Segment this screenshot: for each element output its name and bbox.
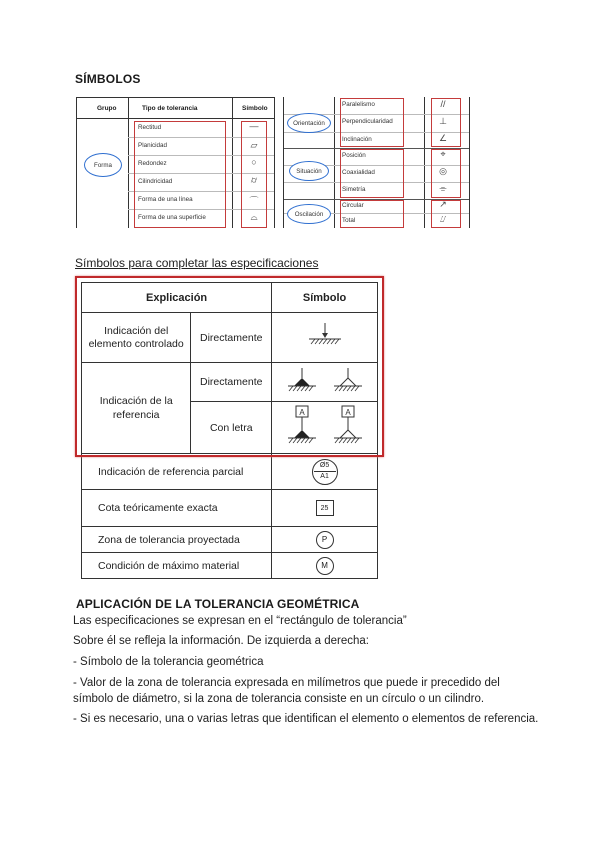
paragraph: - Si es necesario, una o varias letras que identifican el elemento o elementos de referencia. [73,713,539,725]
symbols-heading: SÍMBOLOS [75,72,141,86]
exact-dimension-label: Cota teóricamente exacta [82,490,272,527]
group-oval-orientacion: Orientación [287,113,331,133]
tolerance-type: Rectitud [138,124,162,131]
parallelism-icon: // [440,99,446,109]
projected-zone-label: Zona de tolerancia proyectada [82,527,272,553]
highlight-box [134,121,226,228]
tolerance-type: Cilindricidad [138,178,173,185]
divider [424,97,425,228]
circular-runout-icon: ↗ [439,199,447,209]
partial-reference-symbol [272,454,378,490]
application-heading: APLICACIÓN DE LA TOLERANCIA GEOMÉTRICA [76,597,360,611]
highlight-box [431,149,461,198]
highlight-box [340,149,404,198]
controlled-element-label: Indicación del elemento controlado [82,313,191,363]
partial-reference-label: Indicación de referencia parcial [82,454,272,490]
tolerance-type: Inclinación [342,136,372,143]
tolerance-type: Total [342,217,356,224]
flatness-icon: ▱ [250,140,258,150]
angularity-icon: ∠ [438,133,448,143]
highlight-box [431,98,461,147]
paragraph: Sobre él se refleja la información. De izquierda a derecha: [73,635,369,647]
group-oval-situacion: Situación [289,161,329,181]
concentricity-icon: ◎ [439,166,447,176]
tolerance-type: Redondez [138,160,167,167]
total-runout-icon: ⌰ [440,214,446,224]
cylindricity-icon: ⌭ [250,175,258,185]
max-material-label: Condición de máximo material [82,553,272,579]
projected-zone-icon: P [316,531,334,549]
divider [334,97,335,228]
with-letter-label: Con letra [191,402,272,454]
circularity-icon: ○ [251,157,257,167]
tolerance-type: Forma de una línea [138,196,193,203]
paragraph: Las especificaciones se expresan en el “rectángulo de tolerancia” [73,615,407,627]
tolerance-type: Simetría [342,186,366,193]
exact-dimension-icon: 25 [316,500,334,516]
header-symbol: Símbolo [242,105,268,112]
group-oval-forma: Forma [84,153,122,177]
tolerance-type: Paralelismo [342,101,375,108]
datum-letter-a: A [344,408,351,417]
directly-label: Directamente [191,313,272,363]
form-table-header [77,97,274,119]
header-group: Grupo [97,105,117,112]
paragraph: - Símbolo de la tolerancia geométrica [73,656,264,668]
paragraph: - Valor de la zona de tolerancia expresada en milímetros que puede ir precedido del símbolo de diámetro, si la zona de tolerancia consiste en un círculo o un cilindro. [73,677,500,705]
tolerance-type: Posición [342,152,366,159]
max-material-icon: M [316,557,334,575]
tolerance-type: Circular [342,202,364,209]
position-icon: ⌖ [440,149,446,159]
tolerance-type: Coaxialidad [342,169,375,176]
partial-ref-top: Ø5 [319,462,330,470]
tolerance-type: Perpendicularidad [342,118,393,125]
complementary-symbols-subheading: Símbolos para completar las especificaciones [75,256,319,270]
line-profile-icon: ⌒ [249,196,259,206]
highlight-box [340,98,404,147]
partial-reference-icon [312,459,338,485]
reference-label: Indicación de la referencia [82,363,191,454]
symmetry-icon: ⌯ [439,183,447,193]
group-oval-oscilacion: Oscilación [287,204,331,224]
highlight-box [340,200,404,228]
perpendicularity-icon: ⊥ [439,116,447,126]
header-explanation: Explicación [82,283,272,313]
datum-letter-a: A [298,408,305,417]
tolerance-type: Forma de una superficie [138,214,206,221]
directly-label: Directamente [191,363,272,402]
form-tolerance-table [76,97,275,228]
highlight-box [431,200,461,228]
straightness-icon: — [249,121,259,131]
highlight-frame [75,276,384,457]
surface-profile-icon: ⌓ [250,212,258,222]
header-symbol: Símbolo [272,283,378,313]
partial-ref-bottom: A1 [320,473,329,481]
tolerance-type: Planicidad [138,142,168,149]
header-type: Tipo de tolerancia [142,105,198,112]
highlight-box [241,121,267,228]
complementary-symbols-table [81,282,378,582]
relation-tolerance-table [283,97,470,228]
